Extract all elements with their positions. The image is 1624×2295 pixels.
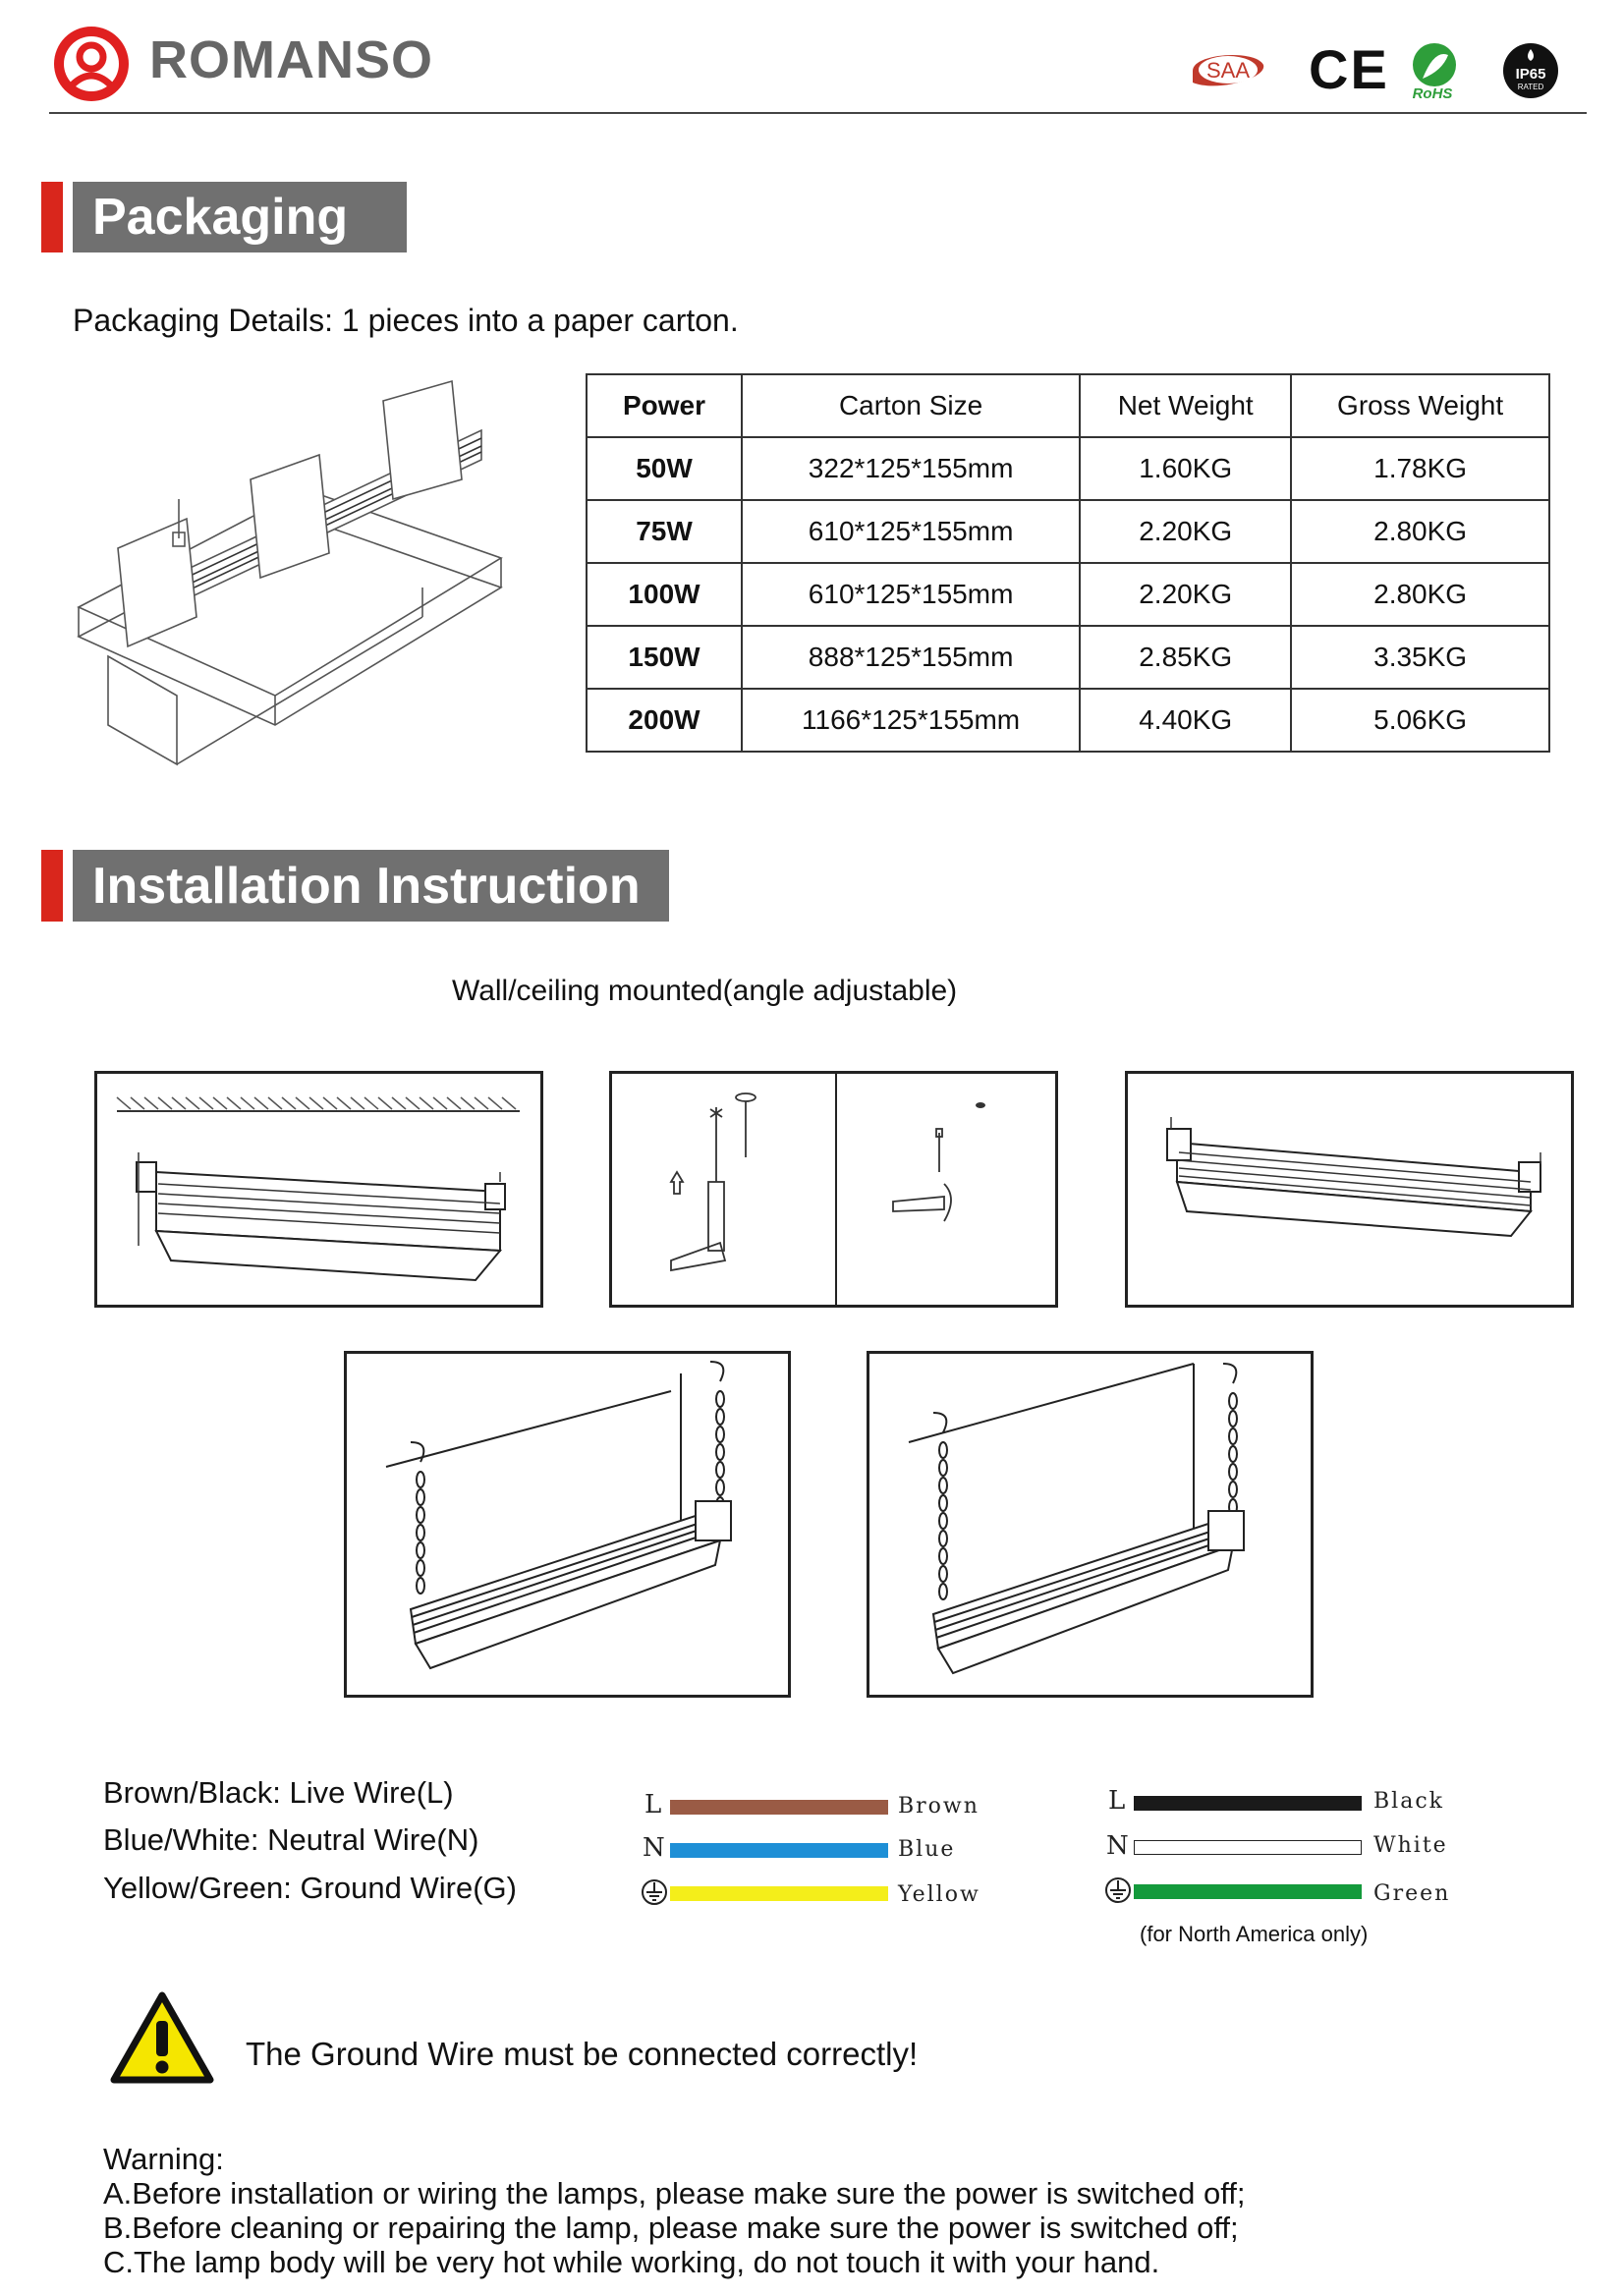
installation-accent-bar xyxy=(41,850,63,922)
warning-line-b: B.Before cleaning or repairing the lamp, please make sure the power is switched off; xyxy=(103,2211,1239,2245)
cell-net: 2.85KG xyxy=(1080,626,1291,689)
drill-anchor-illustration-icon xyxy=(612,1074,1055,1305)
install-step-chain-hang-left xyxy=(344,1351,791,1698)
saa-label: SAA xyxy=(1205,58,1251,83)
wire-legend-live: Brown/Black: Live Wire(L) xyxy=(103,1775,454,1810)
wire-label-blue: Blue xyxy=(898,1837,956,1862)
table-row xyxy=(587,563,1549,626)
cell-carton: 322*125*155mm xyxy=(742,437,1080,500)
ip-rated: RATED xyxy=(1517,83,1544,91)
packaging-spec-table xyxy=(586,373,1550,753)
packaging-accent-bar xyxy=(41,182,63,252)
header-net-weight: Net Weight xyxy=(1080,374,1291,437)
blue-wire xyxy=(670,1843,888,1858)
yellow-wire xyxy=(670,1886,888,1901)
romanso-logo-icon xyxy=(51,24,132,104)
cell-power: 200W xyxy=(587,689,742,752)
wire-label-brown: Brown xyxy=(898,1794,980,1819)
warning-line-c: C.The lamp body will be very hot while working, do not touch it with your hand. xyxy=(103,2245,1160,2279)
install-step-wall-mount xyxy=(1125,1071,1574,1308)
cell-carton: 1166*125*155mm xyxy=(742,689,1080,752)
wall-mount-illustration-icon xyxy=(1128,1074,1571,1305)
packaging-details: Packaging Details: 1 pieces into a paper carton. xyxy=(73,303,739,338)
green-wire xyxy=(1134,1884,1362,1899)
chain-hang-illustration-icon xyxy=(869,1354,1311,1695)
brown-wire xyxy=(670,1800,888,1815)
cell-gross: 3.35KG xyxy=(1291,626,1549,689)
wire-legend-ground: Yellow/Green: Ground Wire(G) xyxy=(103,1871,517,1905)
ip-rating: IP65 xyxy=(1515,66,1546,83)
wire-label-green: Green xyxy=(1373,1881,1451,1906)
cell-carton: 610*125*155mm xyxy=(742,500,1080,563)
warning-title: Warning: xyxy=(103,2142,224,2176)
cell-gross: 2.80KG xyxy=(1291,500,1549,563)
cell-gross: 1.78KG xyxy=(1291,437,1549,500)
cell-gross: 5.06KG xyxy=(1291,689,1549,752)
packaging-title: Packaging xyxy=(73,182,407,252)
table-header-row xyxy=(587,374,1549,437)
header-power: Power xyxy=(587,374,742,437)
ceiling-mount-illustration-icon xyxy=(97,1074,540,1305)
wire-letter-n: N xyxy=(1106,1831,1129,1861)
cell-carton: 888*125*155mm xyxy=(742,626,1080,689)
cell-gross: 2.80KG xyxy=(1291,563,1549,626)
install-step-ceiling-mount xyxy=(94,1071,543,1308)
warning-triangle-icon xyxy=(108,1989,216,2088)
cell-net: 2.20KG xyxy=(1080,500,1291,563)
ground-symbol-icon xyxy=(641,1878,668,1906)
ip65-cert-icon xyxy=(1501,41,1560,100)
north-america-note: (for North America only) xyxy=(1140,1922,1369,1946)
table-row xyxy=(587,500,1549,563)
carton-illustration-icon xyxy=(69,371,511,774)
wire-label-yellow: Yellow xyxy=(898,1882,980,1907)
cell-power: 50W xyxy=(587,437,742,500)
installation-subtitle: Wall/ceiling mounted(angle adjustable) xyxy=(452,975,958,1007)
warning-block xyxy=(103,2142,1246,2279)
install-step-drill-anchor xyxy=(609,1071,1058,1308)
wire-label-black: Black xyxy=(1373,1789,1444,1814)
saa-cert-icon xyxy=(1187,49,1267,92)
rohs-label: RoHS xyxy=(1412,85,1453,100)
cell-net: 1.60KG xyxy=(1080,437,1291,500)
table-row xyxy=(587,626,1549,689)
installation-title: Installation Instruction xyxy=(73,850,669,922)
ce-cert-icon: CE xyxy=(1309,38,1389,100)
cell-power: 75W xyxy=(587,500,742,563)
table-row xyxy=(587,437,1549,500)
cell-power: 100W xyxy=(587,563,742,626)
wire-letter-l: L xyxy=(1108,1786,1126,1816)
cell-net: 4.40KG xyxy=(1080,689,1291,752)
table-row xyxy=(587,689,1549,752)
ground-wire-caution: The Ground Wire must be connected correctly! xyxy=(246,2036,919,2072)
wire-letter-n: N xyxy=(643,1833,665,1863)
black-wire xyxy=(1134,1796,1362,1811)
wire-legend-neutral: Blue/White: Neutral Wire(N) xyxy=(103,1822,479,1857)
cell-net: 2.20KG xyxy=(1080,563,1291,626)
header-carton-size: Carton Size xyxy=(742,374,1080,437)
warning-line-a: A.Before installation or wiring the lamps, please make sure the power is switched off; xyxy=(103,2176,1246,2211)
ground-symbol-icon xyxy=(1104,1876,1132,1904)
cell-power: 150W xyxy=(587,626,742,689)
wire-label-white: White xyxy=(1373,1833,1448,1858)
wire-letter-l: L xyxy=(644,1790,662,1819)
rohs-cert-icon xyxy=(1403,41,1464,100)
brand-name: ROMANSO xyxy=(149,30,433,89)
cell-carton: 610*125*155mm xyxy=(742,563,1080,626)
chain-hang-illustration-icon xyxy=(347,1354,788,1695)
install-step-chain-hang-right xyxy=(867,1351,1314,1698)
white-wire xyxy=(1134,1840,1362,1855)
header-divider xyxy=(49,112,1587,114)
header-gross-weight: Gross Weight xyxy=(1291,374,1549,437)
